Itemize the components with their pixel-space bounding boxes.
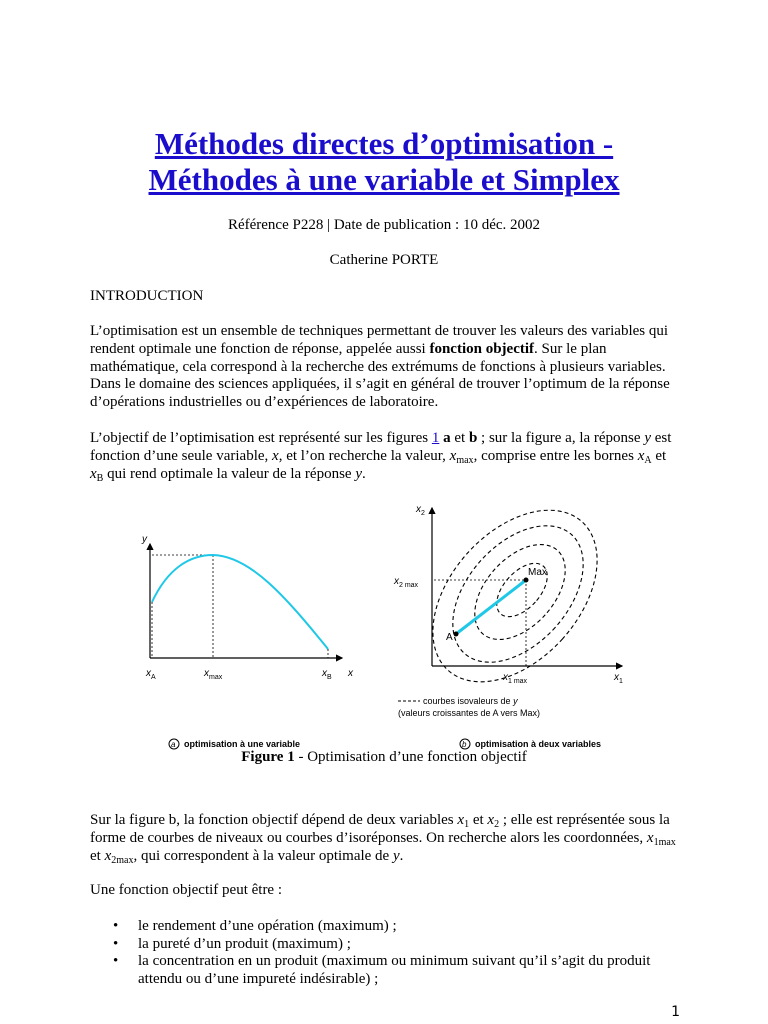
panel-a-chart xyxy=(141,534,354,749)
list-item: • la pureté d’un produit (maximum) ; xyxy=(110,936,690,954)
panel-b-max-point xyxy=(524,578,529,583)
panel-a-letter: a xyxy=(171,740,176,749)
list-item: • la concentration en un produit (maximum ou minimum suivant qu’il s’agit du produit attendu ou d’une impureté indésirable) ; xyxy=(110,953,690,988)
section-heading: INTRODUCTION xyxy=(90,288,204,304)
panel-b-chart xyxy=(393,496,629,749)
paragraph-objective: L’objectif de l’optimisation est représenté sur les figures 1 a et b ; sur la figure a, la réponse y est fonction d’une seule variable, x, et l’on recherche la valeur, $x_{max}$, comprise entre les bornes $x_A$ et $x_B$ qui rend optimale la valeur de la réponse y. xyxy=(90,430,672,484)
objective-list xyxy=(110,918,690,988)
panel-b-path-a-to-max xyxy=(456,580,526,634)
panel-b-caption: optimisation à deux variables xyxy=(475,739,602,749)
figure-1 xyxy=(0,496,768,756)
list-item: • le rendement d’une opération (maximum) ; xyxy=(110,918,690,936)
panel-a-xb-label: $x_B$ xyxy=(322,668,332,681)
paragraph-intro: L’optimisation est un ensemble de techniques permettant de trouver les valeurs des variables qui rendent optimale une fonction de réponse, appelée aussi fonction objectif. Sur le plan mathématique, cela correspond à la recherche des extrémums de fonctions à plusieurs variables. Dans le domaine des sciences appliquées, il s’agit en général de trouver l’optimum de la réponse d’opérations industrielles ou d’expériences de laboratoire. xyxy=(90,323,670,411)
panel-b-letter: b xyxy=(462,740,467,749)
panel-b-a-label: A xyxy=(446,632,453,643)
panel-b-x2-label: $x_2$ xyxy=(416,504,425,517)
panel-b-legend-line2: (valeurs croissantes de A vers Max) xyxy=(398,708,541,718)
panel-a-y-label: y xyxy=(142,534,147,545)
isovalue-curve-1 xyxy=(487,554,557,626)
reference-line: Référence P228 | Date de publication : 10 déc. 2002 xyxy=(227,217,541,233)
figure-caption: Figure 1 - Optimisation d’une fonction objectif xyxy=(241,749,527,765)
title-link[interactable]: Méthodes directes d’optimisation - Méthodes à une variable et Simplex xyxy=(148,126,620,197)
figure-link[interactable]: 1 xyxy=(431,430,440,446)
page-number: 1 xyxy=(671,1004,680,1020)
paragraph-objective-list-intro: Une fonction objectif peut être : xyxy=(90,882,283,898)
panel-b-x1-label: $x_1$ xyxy=(614,672,623,685)
isovalue-curve-3 xyxy=(427,501,608,687)
panel-b-max-label: Max xyxy=(528,567,547,578)
panel-a-response-curve xyxy=(152,555,328,649)
panel-b-x1max-label: $x_{1 max}$ xyxy=(503,672,528,685)
author-name: Catherine PORTE xyxy=(329,252,439,268)
panel-a-xmax-label: $x_{max}$ xyxy=(204,668,223,681)
panel-a-x-label: x xyxy=(348,668,353,679)
panel-b-x2max-label: $x_{2 max}$ xyxy=(394,576,419,589)
document-title xyxy=(0,126,768,198)
panel-b-legend-line1: courbes isovaleurs de y xyxy=(423,696,518,706)
panel-b-a-point xyxy=(454,632,459,637)
panel-a-caption: optimisation à une variable xyxy=(184,739,301,749)
panel-a-xa-label: $x_A$ xyxy=(146,668,156,681)
paragraph-figure-b: Sur la figure b, la fonction objectif dépend de deux variables $x_1$ et $x_2$ ; elle est représentée sous la forme de courbes de niveaux ou courbes d’isoréponses. On recherche alors les coordonnées, $x_{1max}$ et $x_{2max}$, qui correspondent à la valeur optimale de y. xyxy=(90,812,676,866)
